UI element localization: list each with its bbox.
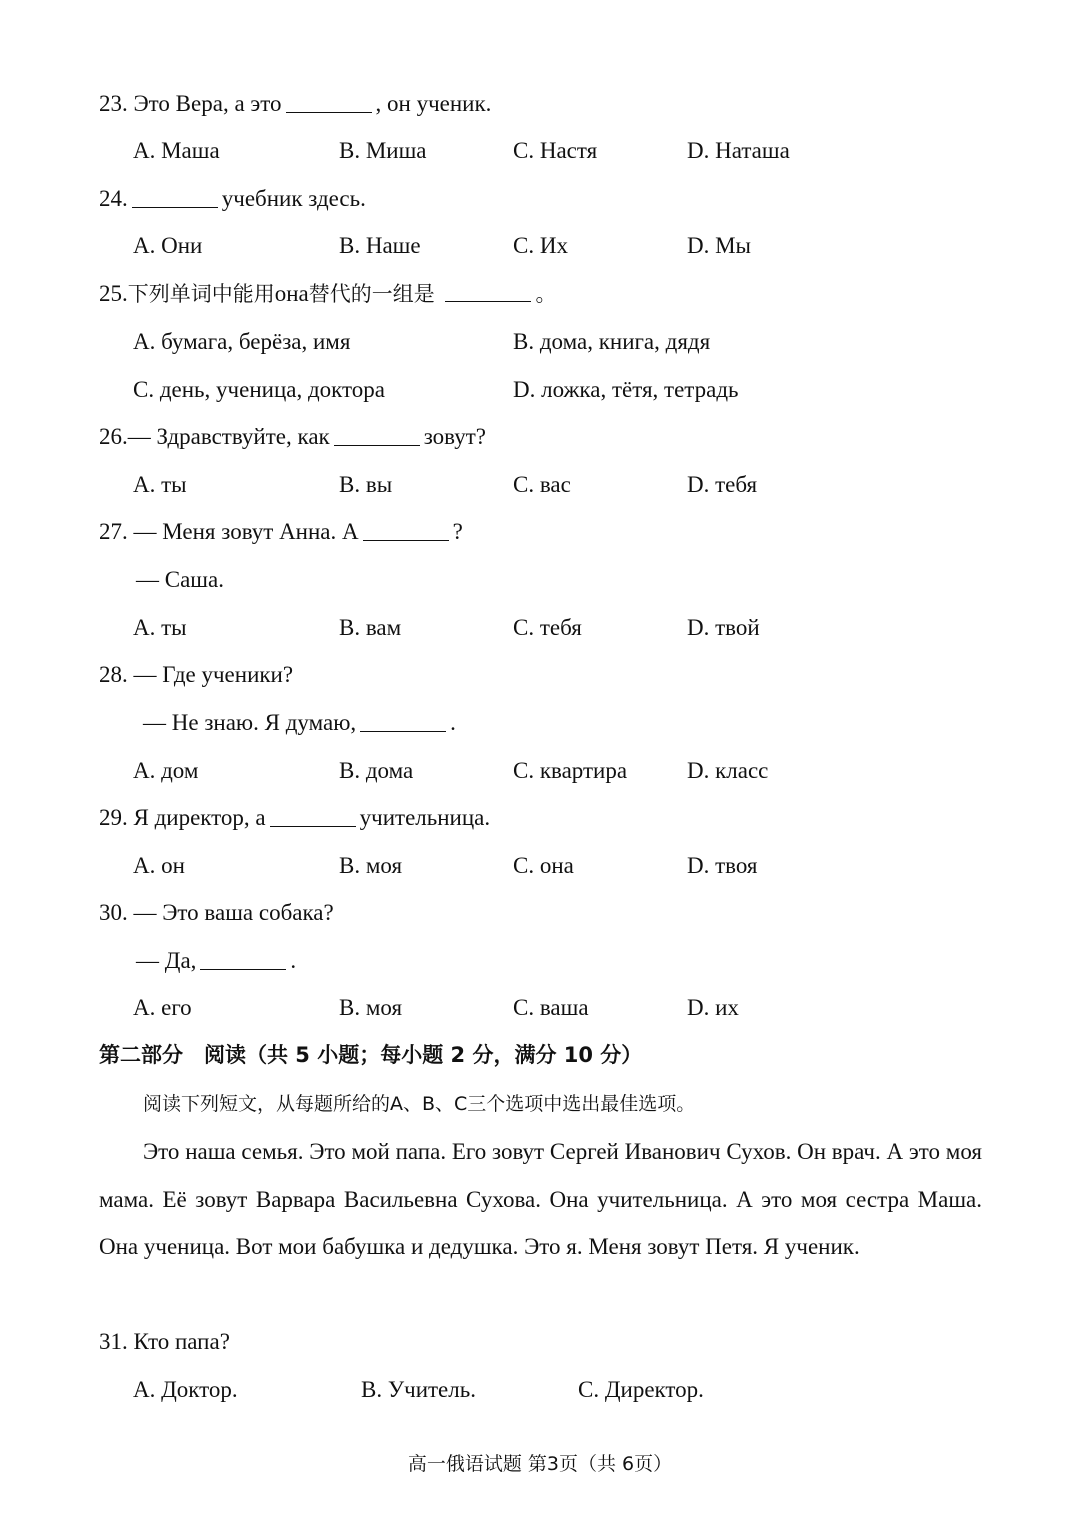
answer-blank [270,825,356,827]
option-b: B. Учитель. [361,1377,476,1402]
q27-options [0,604,1080,652]
option-c: C. квартира [513,758,628,783]
option-b: B. дома, книга, дядя [513,329,711,354]
option-c: C. тебя [513,615,582,640]
option-b: B. моя [339,853,403,878]
option-b: B. вы [339,472,393,497]
q27-reply-text: — Саша. [136,567,224,592]
option-b: B. дома [339,758,414,783]
answer-blank [334,444,420,446]
q31-text: 31. Кто папа? [99,1329,230,1354]
q28-text: 28. — Где ученики? [99,662,294,687]
question-23 [0,80,1080,128]
q28-options [0,747,1080,795]
q25-text: 下列单词中能用 [127,282,275,306]
option-c: C. ваша [513,995,589,1020]
option-a: A. ты [133,472,187,497]
q28-reply [0,699,1080,747]
option-d: D. Мы [687,233,752,258]
option-c: C. Директор. [578,1377,704,1402]
q27-text-end: ? [452,519,463,544]
answer-blank [363,539,449,541]
q27-reply [0,556,1080,604]
q25-options-row2 [0,366,1080,414]
q30-reply-end: . [290,948,297,973]
q24-text: учебник здесь. [221,186,366,211]
q23-text-end: , он ученик. [375,91,492,116]
section-title: 第二部分 阅读（共 5 小题；每小题 2 分，满分 10 分） [99,1043,643,1067]
option-c: C. Настя [513,138,598,163]
q26-text: 26.— Здравствуйте, как [99,424,330,449]
option-b: B. вам [339,615,402,640]
section-instruction: 阅读下列短文，从每题所给的A、B、C三个选项中选出最佳选项。 [143,1093,696,1115]
option-a: A. его [133,995,192,1020]
page-footer: 高一俄语试题 第3页（共 6页） [407,1453,673,1475]
q28-reply-text: — Не знаю. Я думаю, [143,710,357,735]
q26-text-end: зовут? [423,424,486,449]
option-a: A. Доктор. [133,1377,238,1402]
q29-text: 29. Я директор, а [99,805,266,830]
question-29 [0,794,1080,842]
option-a: A. Маша [133,138,220,163]
option-b: B. Миша [339,138,427,163]
q29-options [0,842,1080,890]
answer-blank [132,206,218,208]
option-c: C. Их [513,233,568,258]
option-d: D. их [687,995,739,1020]
question-28 [0,651,1080,699]
q25-end: 。 [535,282,557,306]
reading-passage: Это наша семья. Это мой папа. Его зовут Сергей Иванович Сухов. Он врач. А это моя мама. Её зовут Варвара Васильевна Сухова. Она учительница. А это моя сестра Маша. Она ученица. Вот мои бабушка и дедушка. Это я. Меня зовут Петя. Я ученик. [99,1139,982,1259]
option-d: D. ложка, тётя, тетрадь [513,377,739,402]
option-c: C. вас [513,472,571,497]
option-a: A. ты [133,615,187,640]
q24-options [0,222,1080,270]
q27-text: 27. — Меня зовут Анна. А [99,519,359,544]
q30-options [0,984,1080,1032]
q25-number: 25. [99,281,128,306]
question-24 [0,175,1080,223]
option-c: C. день, ученица, доктора [133,377,385,402]
q23-text: 23. Это Вера, а это [99,91,282,116]
q26-options [0,461,1080,509]
question-26 [0,413,1080,461]
question-27 [0,508,1080,556]
q25-text2: 替代的一组是 [308,282,435,306]
q24-number: 24. [99,186,128,211]
answer-blank [200,968,286,970]
question-30 [0,889,1080,937]
answer-blank [360,730,446,732]
question-31 [0,1318,1080,1366]
question-25 [0,270,1080,318]
option-d: D. твоя [687,853,758,878]
q23-options [0,127,1080,175]
answer-blank [445,300,531,302]
option-c: C. она [513,853,574,878]
option-a: A. он [133,853,185,878]
option-d: D. класс [687,758,769,783]
option-a: A. Они [133,233,203,258]
q25-options-row1 [0,318,1080,366]
q25-word: она [274,281,309,306]
q30-reply [0,937,1080,985]
q31-options [0,1366,1080,1414]
option-a: A. бумага, берёза, имя [133,329,351,354]
q28-reply-end: . [450,710,456,735]
option-d: D. тебя [687,472,758,497]
answer-blank [286,111,372,113]
option-b: B. Наше [339,233,421,258]
q30-reply-text: — Да, [136,948,197,973]
option-a: A. дом [133,758,199,783]
option-d: D. Наташа [687,138,790,163]
q29-text-end: учительница. [359,805,491,830]
option-b: B. моя [339,995,403,1020]
option-d: D. твой [687,615,760,640]
q30-text: 30. — Это ваша собака? [99,900,334,925]
